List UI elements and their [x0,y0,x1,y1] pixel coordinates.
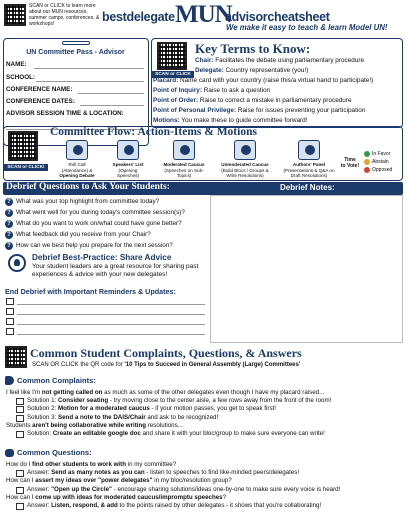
flow-step-authors-panel [278,140,340,179]
key-term-name: Chair: [195,57,214,64]
question-statement [6,477,402,485]
line-pre: Solution 1: [27,397,58,405]
line-pre: Students [6,421,33,429]
flow-step-bold: Authors' Panel [292,162,326,167]
line-bold: "Open up the Circle" [51,485,112,493]
key-term [153,106,401,116]
line-bold: assert my ideas over "power delegates" [35,477,153,485]
line-pre: I feel like I'm [6,389,42,396]
pass-title: UN Committee Pass - Advisor [26,49,125,56]
flow-step-bold: Moderated Caucus [163,162,205,167]
debrief-title: Debrief Questions to Ask Your Students: [6,182,170,192]
line-bold: Consider seating [57,397,109,405]
reminder-checkbox[interactable] [6,308,14,315]
line-post: resolutions... [146,421,183,429]
debrief-question-text: How can we best help you prepare for the next session? [16,242,173,249]
pass-field-session: ADVISOR SESSION TIME & LOCATION: [6,110,124,117]
vote-options [364,150,392,174]
key-term-def: Raise to ask a question [202,87,271,94]
reminder-row [6,308,205,315]
line-post: ? [222,493,227,501]
debrief-questions [5,196,210,251]
reminders-title: End Debrief with Important Reminders & Updates: [5,287,176,296]
question-icon: ? [5,242,13,250]
line-bold: Listen, respond, & add [51,502,118,510]
key-term-name: Point of Inquiry: [153,87,202,94]
flow-step-label: (Opening Speeches) [117,167,139,178]
debrief-question [5,196,210,207]
complaints-header [5,376,96,385]
debrief-question-text: What feedback did you receive from your Chair? [16,231,151,238]
line-pre: How can I [6,493,36,501]
reminder-row [6,318,205,325]
brand-right: advisorcheatsheet [225,10,330,24]
vote-label: Abstain [372,159,389,165]
key-term-def: Country representative (you!) [223,67,309,74]
x-icon [364,167,370,173]
flow-step-bold: Time [344,157,356,163]
line-bold: find other students to work with [32,461,126,468]
complaints-subtitle-prefix: SCAN OR CLICK the QR code for [32,362,125,368]
debrief-question [5,207,210,218]
key-term-def: You make these to guide committee forward! [179,117,308,124]
line-post: as much as some of the other delegates even though I have my placard raised... [102,389,325,396]
key-terms-title: Key Terms to Know: [195,41,311,56]
speakers-list-icon [117,140,139,160]
line-bold: not getting called on [41,389,103,396]
header-qr-caption: SCAN or CLICK to learn more about our MUN resources, summer camps, conferences, & workshops! [29,3,100,27]
key-term-def: Name card with your country (raise this/a virtual hand to participate!) [178,77,374,84]
pass-field-conference-name-line[interactable] [78,93,144,94]
debrief-notes-area[interactable] [210,195,403,343]
questions-header [5,448,92,457]
vote-opposed [364,166,392,174]
line-pre: How can I [6,477,36,485]
debrief-question [5,218,210,229]
line-pre: Solution: [27,430,53,438]
line-pre: Answer: [27,469,52,477]
flow-step-label: (Speeches on Sub-Topics) [164,167,204,178]
tagline: We make it easy to teach & learn Model UN! [226,23,388,32]
flow-step-moderated-caucus [158,140,210,179]
question-answer [6,469,402,477]
questions-list [6,461,402,510]
reminder-line[interactable] [17,304,205,305]
reminder-checkbox[interactable] [6,328,14,335]
pass-field-school-line[interactable] [36,81,144,82]
vote-label: Opposed [372,167,393,173]
flow-title: Committee Flow: Action-Items & Motions [50,126,257,138]
key-term [179,56,401,66]
key-term-name: Placard: [153,77,179,84]
line-post: - listen to speeches to find like-minded peers/delegates! [144,469,300,477]
key-term-def: Raise for issues preventing your participation [236,107,366,114]
line-pre: Answer: [27,502,52,510]
question-icon: ? [5,198,13,206]
key-term [153,76,401,86]
line-bold: Send a note to the DAIS/Chair [57,413,146,421]
line-post: and ask to be recognized! [145,413,219,421]
reminder-line[interactable] [17,324,205,325]
key-term-name: Point of Personal Privilege: [153,107,237,114]
complaints-subtitle-link[interactable]: '10 Tips to Succeed in General Assembly (Large) Committees' [124,362,301,368]
debrief-question-text: What do you want to work on/what could have gone better? [16,220,182,227]
header-qr-code[interactable] [4,4,26,26]
line-post: and share it with your bloc/group to make sure everyone can write! [140,430,325,438]
flow-step-unmoderated-caucus [216,140,274,179]
complaints-list [6,389,402,438]
solution-checkbox[interactable] [16,431,24,438]
line-post: - try moving close to the center aisle, a few rows away from the front of the room! [108,397,332,405]
lightbulb-icon [8,254,26,272]
questions-header-text: Common Questions: [17,448,92,457]
pass-field-school: SCHOOL: [6,74,36,81]
flow-step-label: Roll Call (Attendance) & [61,162,93,173]
answer-checkbox[interactable] [16,487,24,494]
question-answer [6,502,402,510]
solution-checkbox[interactable] [16,406,24,413]
minus-icon [364,159,370,165]
answer-checkbox[interactable] [16,503,24,510]
line-bold: Send as many notes as you can [51,469,145,477]
unmoderated-caucus-icon [234,140,256,160]
key-term-def: Facilitates the debate using parliamentary procedure [213,57,365,64]
key-term [179,66,401,76]
line-post: - if your motion passes, you get to speak first! [149,405,276,413]
flow-step-bold: Unmoderated Caucus [221,162,269,167]
line-bold: come up with ideas for moderated caucus/impromptu speeches [35,493,223,501]
key-term [153,116,401,126]
key-term [153,86,401,96]
debrief-question-text: What was your top highlight from committee today? [16,198,160,205]
question-statement [6,494,402,502]
flow-step-vote [340,158,360,169]
solution-checkbox[interactable] [16,398,24,405]
line-bold: Motion for a moderated caucus [57,405,150,413]
debrief-question [5,240,210,251]
debrief-question [5,229,210,240]
key-term-def: Raise to correct a mistake in parliamentary procedure [198,97,352,104]
line-bold: Create an editable google doc [52,430,141,438]
vote-abstain [364,158,392,166]
reminder-row [6,328,205,335]
line-pre: Solution 3: [27,413,58,421]
chat-icon [5,449,14,457]
debrief-question-text: What went well for you during today's committee session(s)? [16,209,185,216]
complaint-solution [6,397,402,405]
flow-step-bold: Speakers' List [112,162,144,167]
key-term-name: Delegate: [195,67,224,74]
pass-notch [62,41,90,45]
line-post: in my bloc/resolution group? [152,477,232,485]
brand-mun-logo: MUN [175,1,232,28]
flow-step-label: (Build Blocs / Groups & Write Resolutions) [221,167,269,178]
complaint-statement [6,389,402,397]
debrief-notes-title: Debrief Notes: [280,183,335,192]
solution-checkbox[interactable] [16,415,24,422]
roll-call-icon [66,140,88,160]
complaints-subtitle [32,362,300,368]
line-pre: Solution 2: [27,405,58,413]
pass-field-name: NAME: [6,61,27,68]
question-icon: ? [5,231,13,239]
question-statement [6,461,402,469]
complaint-solution [6,430,402,438]
pass-field-conference-name: CONFERENCE NAME: [6,86,73,93]
question-icon: ? [5,220,13,228]
flow-step-bold: Opening Debate [59,173,95,178]
brand-left: bestdelegate [102,10,175,24]
vote-in-favor [364,150,392,158]
reminder-line[interactable] [17,314,205,315]
question-icon: ? [5,209,13,217]
flow-qr-code[interactable] [8,131,38,161]
reminder-checkbox[interactable] [6,318,14,325]
best-practice-title: Debrief Best-Practice: Share Advice [32,253,172,262]
megaphone-icon [5,376,14,385]
complaints-title: Common Student Complaints, Questions, & Answers [30,346,302,360]
flow-step-label: to Vote! [340,162,360,169]
flow-qr-caption: SCAN or CLICK! [4,164,48,171]
pass-field-conference-dates-line[interactable] [80,105,144,106]
complaint-solution [6,414,402,422]
reminder-line[interactable] [17,334,205,335]
question-answer [6,486,402,494]
key-term [153,96,401,106]
authors-panel-icon [298,140,320,160]
flow-step-roll-call [55,140,99,179]
answer-checkbox[interactable] [16,470,24,477]
line-post: to the points raised by other delegates - it shows that you're collaborating! [117,502,322,510]
reminder-checkbox[interactable] [6,298,14,305]
key-term-name: Point of Order: [153,97,199,104]
complaint-solution [6,405,402,413]
best-practice-text: Your student leaders are a great resource for sharing past experiences & advice with your new delegates! [32,263,199,278]
flow-step-label: (Presentations & Q&A on Draft Resolutions) [283,167,335,178]
reminder-row [6,298,205,305]
line-bold: aren't being collaborative while writing [32,421,147,429]
line-pre: Answer: [27,485,52,493]
moderated-caucus-icon [173,140,195,160]
pass-field-name-line[interactable] [34,68,144,69]
line-post: in my committee? [125,461,177,468]
vote-label: In Favor [372,151,391,157]
complaints-header-text: Common Complaints: [17,376,96,385]
key-term-name: Motions: [153,117,180,124]
flow-step-speakers-list [107,140,149,179]
pass-field-conference-dates: CONFERENCE DATES: [6,98,75,105]
line-post: - encourage sharing solutions/ideas one-by-one to make sure every voice is heard! [111,485,341,493]
key-terms-qr-caption: SCAN or CLICK [152,71,194,78]
check-icon [364,151,370,157]
line-pre: How do I [6,461,33,468]
complaint-statement [6,422,402,430]
complaints-qr-code[interactable] [5,346,27,368]
